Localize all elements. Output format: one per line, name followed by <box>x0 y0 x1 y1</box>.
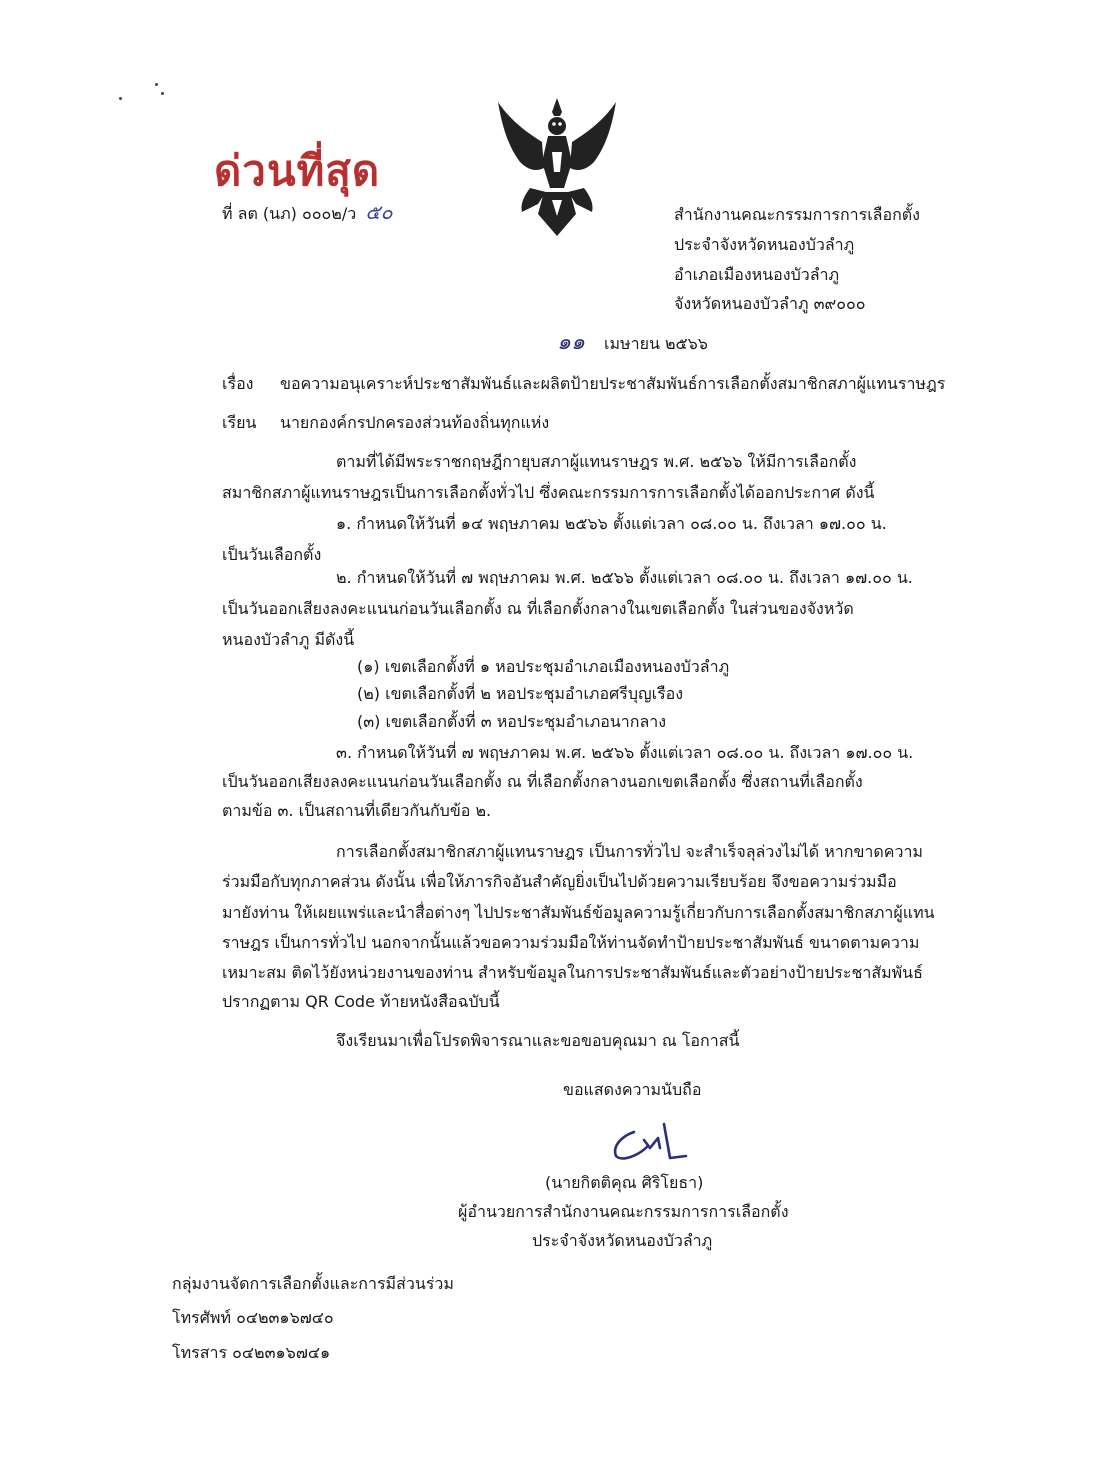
footer-department: กลุ่มงานจัดการเลือกตั้งและการมีส่วนร่วม <box>172 1274 454 1293</box>
body-line: มายังท่าน ให้เผยแพร่และนำสื่อต่างๆ ไปประชาสัมพันธ์ข้อมูลความรู้เกี่ยวกับการเลือกตั้งสมาชิกสภาผู้แทน <box>222 903 935 922</box>
footer-fax: โทรสาร ๐๔๒๓๑๖๗๔๑ <box>172 1343 331 1362</box>
polling-place-item: (๓) เขตเลือกตั้งที่ ๓ หอประชุมอำเภอนากลาง <box>357 712 667 731</box>
body-line: ร่วมมือกับทุกภาคส่วน ดังนั้น เพื่อให้ภารกิจอันสำคัญยิ่งเป็นไปด้วยความเรียบร้อย จึงขอความร่วมมือ <box>222 872 897 891</box>
recipient-text: นายกองค์กรปกครองส่วนท้องถิ่นทุกแห่ง <box>280 413 550 432</box>
footer-phone: โทรศัพท์ ๐๔๒๓๑๖๗๔๐ <box>172 1308 334 1327</box>
body-line: ๒. กำหนดให้วันที่ ๗ พฤษภาคม พ.ศ. ๒๕๖๖ ตั้งแต่เวลา ๐๘.๐๐ น. ถึงเวลา ๑๗.๐๐ น. <box>336 568 913 587</box>
sender-address-line: สำนักงานคณะกรรมการการเลือกตั้ง <box>674 205 920 224</box>
signatory-title: ผู้อำนวยการสำนักงานคณะกรรมการการเลือกตั้ง <box>458 1202 789 1221</box>
reference-number: ที่ ลต (นภ) ๐๐๐๒/ว <box>222 204 357 223</box>
body-line: ๓. กำหนดให้วันที่ ๗ พฤษภาคม พ.ศ. ๒๕๖๖ ตั้งแต่เวลา ๐๘.๐๐ น. ถึงเวลา ๑๗.๐๐ น. <box>336 743 914 762</box>
letter-date <box>557 324 708 359</box>
body-line: ปรากฏตาม QR Code ท้ายหนังสือฉบับนี้ <box>222 992 500 1011</box>
recipient-label: เรียน <box>222 413 257 432</box>
reference-handwritten-number: ๕๐ <box>365 200 393 224</box>
signatory-name: (นายกิตติคุณ ศิริโยธา) <box>545 1173 704 1192</box>
sender-address-line: อำเภอเมืองหนองบัวลำภู <box>674 265 840 284</box>
closing-line: จึงเรียนมาเพื่อโปรดพิจารณาและขอขอบคุณมา ณ โอกาสนี้ <box>336 1031 740 1050</box>
body-line: ตามที่ได้มีพระราชกฤษฎีกายุบสภาผู้แทนราษฎร พ.ศ. ๒๕๖๖ ให้มีการเลือกตั้ง <box>336 452 857 471</box>
urgent-stamp: ด่วนที่สุด <box>214 146 381 195</box>
date-day-handwritten: ๑๑ <box>557 330 585 355</box>
body-line: เป็นวันออกเสียงลงคะแนนก่อนวันเลือกตั้ง ณ ที่เลือกตั้งกลางนอกเขตเลือกตั้ง ซึ่งสถานที่เลือกตั้ง <box>222 772 863 791</box>
body-line: การเลือกตั้งสมาชิกสภาผู้แทนราษฎร เป็นการทั่วไป จะสำเร็จลุล่วงไม่ได้ หากขาดความ <box>336 842 923 861</box>
body-line: หนองบัวลำภู มีดังนี้ <box>222 630 355 649</box>
signature-icon <box>604 1118 688 1164</box>
body-line: ๑. กำหนดให้วันที่ ๑๔ พฤษภาคม ๒๕๖๖ ตั้งแต่เวลา ๐๘.๐๐ น. ถึงเวลา ๑๗.๐๐ น. <box>336 514 887 533</box>
polling-place-item: (๑) เขตเลือกตั้งที่ ๑ หอประชุมอำเภอเมืองหนองบัวลำภู <box>357 657 730 676</box>
scan-speck <box>119 97 122 100</box>
subject-label: เรื่อง <box>222 374 254 393</box>
garuda-emblem-icon <box>490 92 624 242</box>
body-line: ตามข้อ ๓. เป็นสถานที่เดียวกันกับข้อ ๒. <box>222 801 492 820</box>
polling-place-item: (๒) เขตเลือกตั้งที่ ๒ หอประชุมอำเภอศรีบุญเรือง <box>357 684 684 703</box>
body-line: ราษฎร เป็นการทั่วไป นอกจากนั้นแล้วขอความร่วมมือให้ท่านจัดทำป้ายประชาสัมพันธ์ ขนาดตามความ <box>222 933 920 952</box>
sender-address-line: ประจำจังหวัดหนองบัวลำภู <box>674 235 855 254</box>
body-line: เหมาะสม ติดไว้ยังหน่วยงานของท่าน สำหรับข้อมูลในการประชาสัมพันธ์และตัวอย่างป้ายประชาสัมพันธ์ <box>222 963 923 982</box>
sender-address-line: จังหวัดหนองบัวลำภู ๓๙๐๐๐ <box>674 294 866 313</box>
scan-speck <box>161 92 164 95</box>
document-reference <box>222 196 393 228</box>
subject-text: ขอความอนุเคราะห์ประชาสัมพันธ์และผลิตป้ายประชาสัมพันธ์การเลือกตั้งสมาชิกสภาผู้แทนราษฎร <box>280 374 946 393</box>
signatory-title: ประจำจังหวัดหนองบัวลำภู <box>532 1231 713 1250</box>
date-month-year: เมษายน ๒๕๖๖ <box>604 334 708 353</box>
body-line: สมาชิกสภาผู้แทนราษฎรเป็นการเลือกตั้งทั่วไป ซึ่งคณะกรรมการการเลือกตั้งได้ออกประกาศ ดังนี้ <box>222 483 875 502</box>
body-line: เป็นวันเลือกตั้ง <box>222 545 322 564</box>
body-line: เป็นวันออกเสียงลงคะแนนก่อนวันเลือกตั้ง ณ ที่เลือกตั้งกลางในเขตเลือกตั้ง ในส่วนของจังหวัด <box>222 599 854 618</box>
regards-line: ขอแสดงความนับถือ <box>563 1080 702 1099</box>
scan-speck <box>155 83 158 86</box>
